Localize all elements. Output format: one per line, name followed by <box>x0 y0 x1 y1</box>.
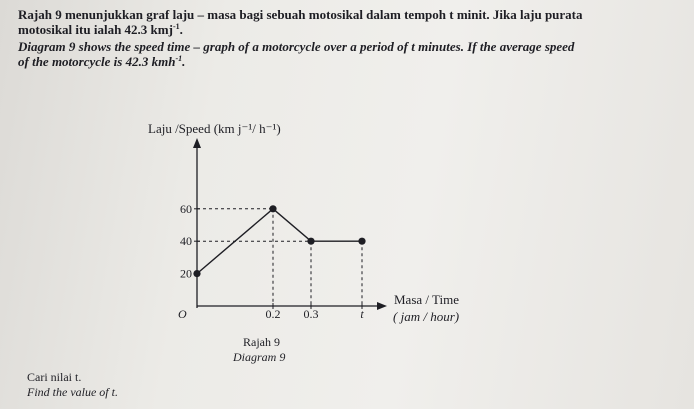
question-malay-line2-text: motosikal itu ialah 42.3 kmj <box>18 22 173 37</box>
diagram-caption-english: Diagram 9 <box>233 350 286 364</box>
x-tick-label-0.2: 0.2 <box>265 307 281 321</box>
y-tick-label-60: 60 <box>180 201 192 216</box>
y-axis-arrow <box>193 138 201 148</box>
question-english-unit-exponent: -1 <box>175 54 183 63</box>
x-tick-label-t: t <box>360 307 364 321</box>
question-english-line1: Diagram 9 shows the speed time – graph of a motorcycle over a period of t minutes. If the average speed <box>18 39 575 54</box>
question-malay-line2-end: . <box>179 22 183 37</box>
task-english: Find the value of t. <box>27 385 118 399</box>
x-axis-label: Masa / Time <box>394 292 460 307</box>
question-malay-line1: Rajah 9 menunjukkan graf laju – masa bagi sebuah motosikal dalam tempoh t minit. Jika laju purata <box>18 7 583 22</box>
y-axis-label: Laju /Speed (km j⁻¹/ h⁻¹) <box>148 121 281 136</box>
y-tick-label-20: 20 <box>180 266 192 281</box>
diagram-caption-malay: Rajah 9 <box>243 335 280 349</box>
data-point-3 <box>358 238 365 245</box>
x-tick-label-0.3: 0.3 <box>303 307 319 321</box>
data-point-1 <box>269 205 276 212</box>
x-axis-unit-label: ( jam / hour) <box>393 309 460 324</box>
y-tick-label-40: 40 <box>180 234 192 249</box>
data-point-0 <box>193 270 200 277</box>
x-axis-arrow <box>377 302 387 310</box>
question-english-line2-text: of the motorcycle is 42.3 kmh <box>18 54 176 69</box>
question-english-line2-end: . <box>182 54 186 69</box>
origin-label: O <box>178 307 187 321</box>
data-point-2 <box>307 238 314 245</box>
task-malay: Cari nilai t. <box>27 370 82 384</box>
question-malay-unit-exponent: -1 <box>172 22 180 31</box>
